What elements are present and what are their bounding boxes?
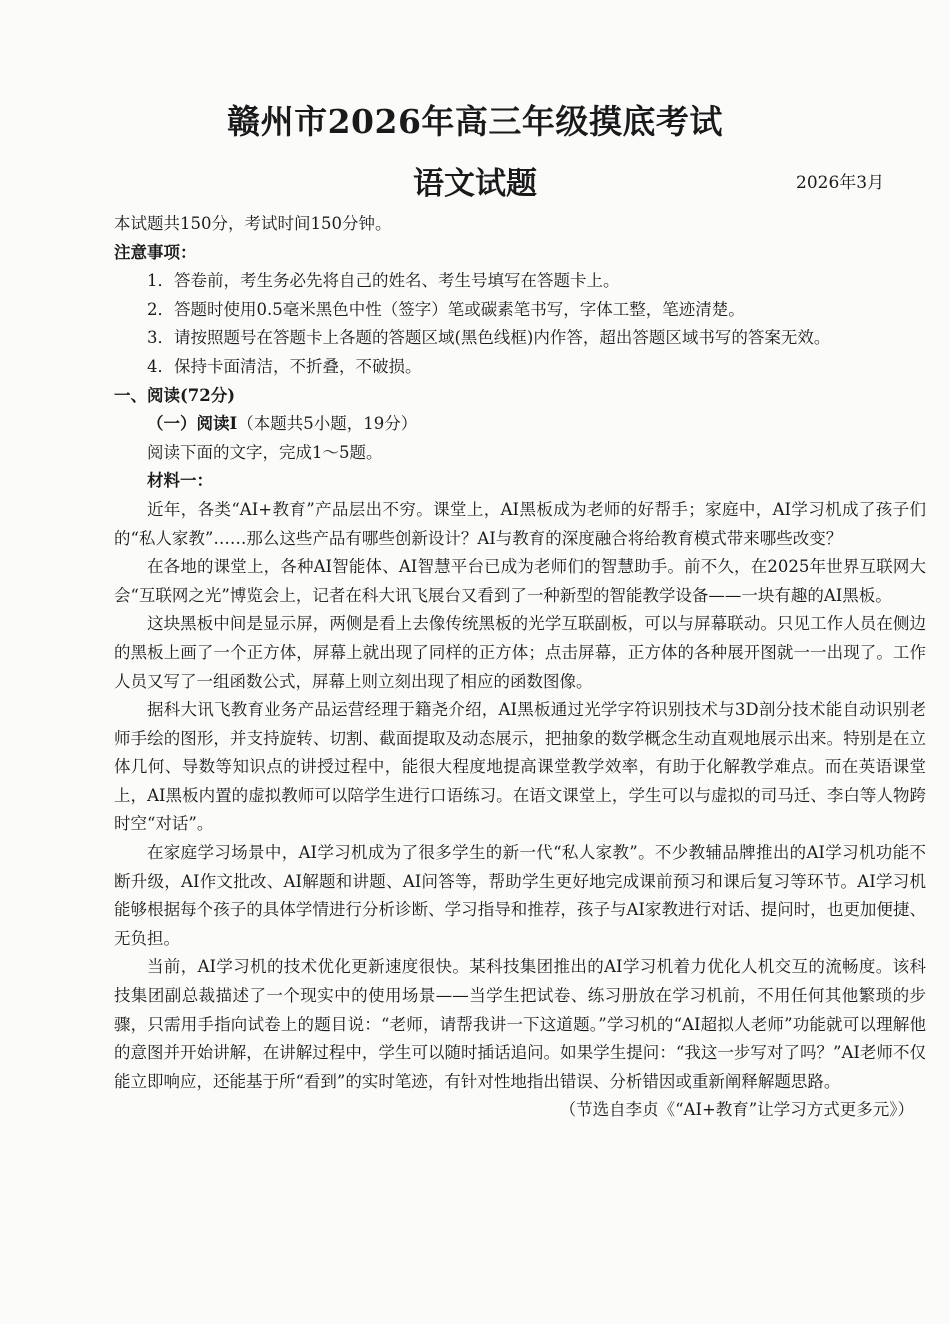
reading-instruction: 阅读下面的文字，完成1～5题。 (147, 442, 383, 462)
note-item: 3．请按照题号在答题卡上各题的答题区域(黑色线框)内作答，超出答题区域书写的答案无效。 (147, 328, 831, 348)
note-item: 1．答卷前，考生务必先将自己的姓名、考生号填写在答题卡上。 (147, 271, 620, 291)
material-label: 材料一： (147, 471, 213, 491)
paragraph: 据科大讯飞教育业务产品运营经理于籍尧介绍，AI黑板通过光学字符识别技术与3D剖分技术能自动识别老师手绘的图形，并支持旋转、切割、截面提取及动态展示，把抽象的数学概念生动直观地展示出来。特别是在立体几何、导数等知识点的讲授过程中，能很大程度地提高课堂教学效率，有助于化解教学难点。而在英语课堂上，AI黑板内置的虚拟教师可以陪学生进行口语练习。在语文课堂上，学生可以与虚拟的司马迁、李白等人物跨时空“对话”。 (114, 700, 926, 834)
exam-date: 2026年3月 (796, 173, 885, 193)
subsection-heading (114, 410, 926, 439)
notes-heading: 注意事项： (114, 242, 197, 262)
exam-intro: 本试题共150分，考试时间150分钟。 (114, 214, 392, 233)
paragraph: 当前，AI学习机的技术优化更新速度很快。某科技集团推出的AI学习机着力优化人机交互的流畅度。该科技集团副总裁描述了一个现实中的使用场景——当学生把试卷、练习册放在学习机前，不用任何其他繁琐的步骤，只需用手指向试卷上的题目说：“老师，请帮我讲一下这道题。”学习机的“AI超拟人老师”功能就可以理解他的意图并开始讲解，在讲解过程中，学生可以随时插话追问。如果学生提问：“我这一步写对了吗？”AI老师不仅能立即响应，还能基于所“看到”的实时笔迹，有针对性地指出错误、分析错因或重新阐释解题思路。 (114, 957, 926, 1091)
exam-content (114, 210, 926, 1125)
paragraph: 在家庭学习场景中，AI学习机成为了很多学生的新一代“私人家教”。不少教辅品牌推出的AI学习机功能不断升级，AI作文批改、AI解题和讲题、AI问答等，帮助学生更好地完成课前预习和课后复习等环节。AI学习机能够根据每个孩子的具体学情进行分析诊断、学习指导和推荐，孩子与AI家教进行对话、提问时，也更加便捷、无负担。 (114, 843, 926, 948)
note-item: 4．保持卡面清洁，不折叠，不破损。 (147, 356, 422, 376)
subsection-heading-bold: （一）阅读Ⅰ (147, 414, 238, 434)
paragraph: 这块黑板中间是显示屏，两侧是看上去像传统黑板的光学互联副板，可以与屏幕联动。只见工作人员在侧边的黑板上画了一个正方体，屏幕上就出现了同样的正方体；点击屏幕，正方体的各种展开图就一一出现了。工作人员又写了一组函数公式，屏幕上则立刻出现了相应的函数图像。 (114, 614, 926, 691)
paragraph: 近年，各类“AI+教育”产品层出不穷。课堂上，AI黑板成为老师的好帮手；家庭中，AI学习机成了孩子们的“私人家教”……那么这些产品有哪些创新设计？AI与教育的深度融合将给教育模式带来哪些改变？ (114, 499, 926, 548)
paragraph: 在各地的课堂上，各种AI智能体、AI智慧平台已成为老师们的智慧助手。前不久，在2025年世界互联网大会“互联网之光”博览会上，记者在科大讯飞展台又看到了一种新型的智能教学设备——一块有趣的AI黑板。 (114, 557, 926, 605)
note-item: 2．答题时使用0.5毫米黑色中性（签字）笔或碳素笔书写，字体工整，笔迹清楚。 (147, 299, 745, 319)
subsection-heading-detail: （本题共5小题，19分） (237, 414, 418, 434)
source-citation: （节选自李贞《“AI+教育”让学习方式更多元》） (559, 1100, 914, 1120)
section-heading: 一、阅读(72分) (114, 385, 236, 405)
exam-subtitle: 语文试题 (413, 166, 537, 202)
exam-title: 赣州市2026年高三年级摸底考试 (227, 102, 723, 141)
